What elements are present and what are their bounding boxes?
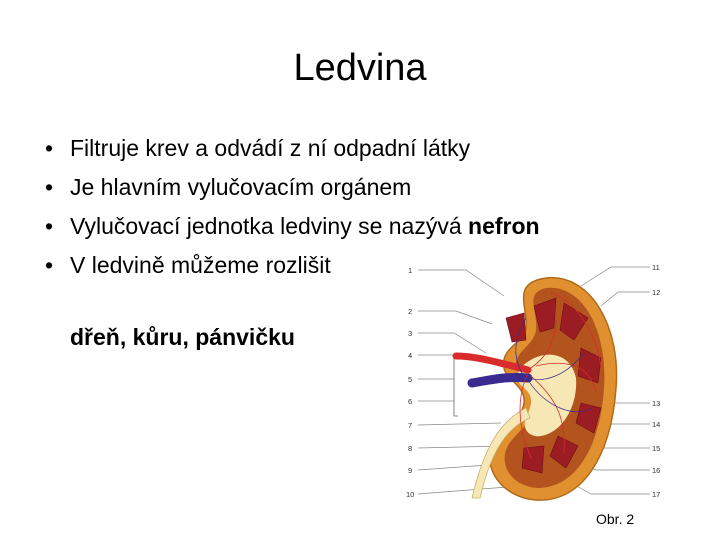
kidney-diagram — [406, 258, 696, 508]
label-6: 6 — [408, 397, 413, 406]
label-4: 4 — [408, 351, 413, 360]
label-1: 1 — [408, 266, 413, 275]
label-7: 7 — [408, 421, 413, 430]
bullet-item-1 — [40, 134, 540, 162]
slide-title: Ledvina — [293, 47, 427, 89]
bullet-text: V ledvině můžeme rozlišit — [70, 252, 331, 278]
label-8: 8 — [408, 444, 413, 453]
label-12: 12 — [652, 288, 661, 297]
bullet-text: Vylučovací jednotka ledviny se nazývá — [70, 213, 469, 239]
number-labels-right — [652, 263, 660, 499]
bullet-item-3 — [40, 212, 540, 240]
label-3: 3 — [408, 329, 413, 338]
bullet-dot-icon: • — [45, 174, 54, 200]
label-15: 15 — [652, 444, 661, 453]
label-5: 5 — [408, 375, 413, 384]
label-13: 13 — [652, 399, 661, 408]
bullet-dot-icon: • — [45, 135, 54, 161]
bullet-dot-icon: • — [45, 213, 54, 239]
bracket-icon — [454, 354, 458, 416]
label-2: 2 — [408, 307, 413, 316]
label-17: 17 — [652, 490, 661, 499]
label-16: 16 — [652, 466, 661, 475]
bullet-dot-icon: • — [45, 252, 54, 278]
bullet-continuation: dřeň, kůru, pánvičku — [70, 324, 295, 350]
number-labels-left — [406, 266, 414, 499]
bullet-bold-term: nefron — [468, 213, 540, 239]
bullet-text: Je hlavním vylučovacím orgánem — [70, 174, 412, 200]
figure-caption: Obr. 2 — [596, 511, 635, 527]
label-14: 14 — [652, 420, 661, 429]
bullet-item-2 — [40, 173, 540, 201]
label-10: 10 — [406, 490, 415, 499]
bullet-text: Filtruje krev a odvádí z ní odpadní látky — [70, 135, 471, 161]
label-11: 11 — [652, 263, 660, 272]
label-9: 9 — [408, 466, 413, 475]
